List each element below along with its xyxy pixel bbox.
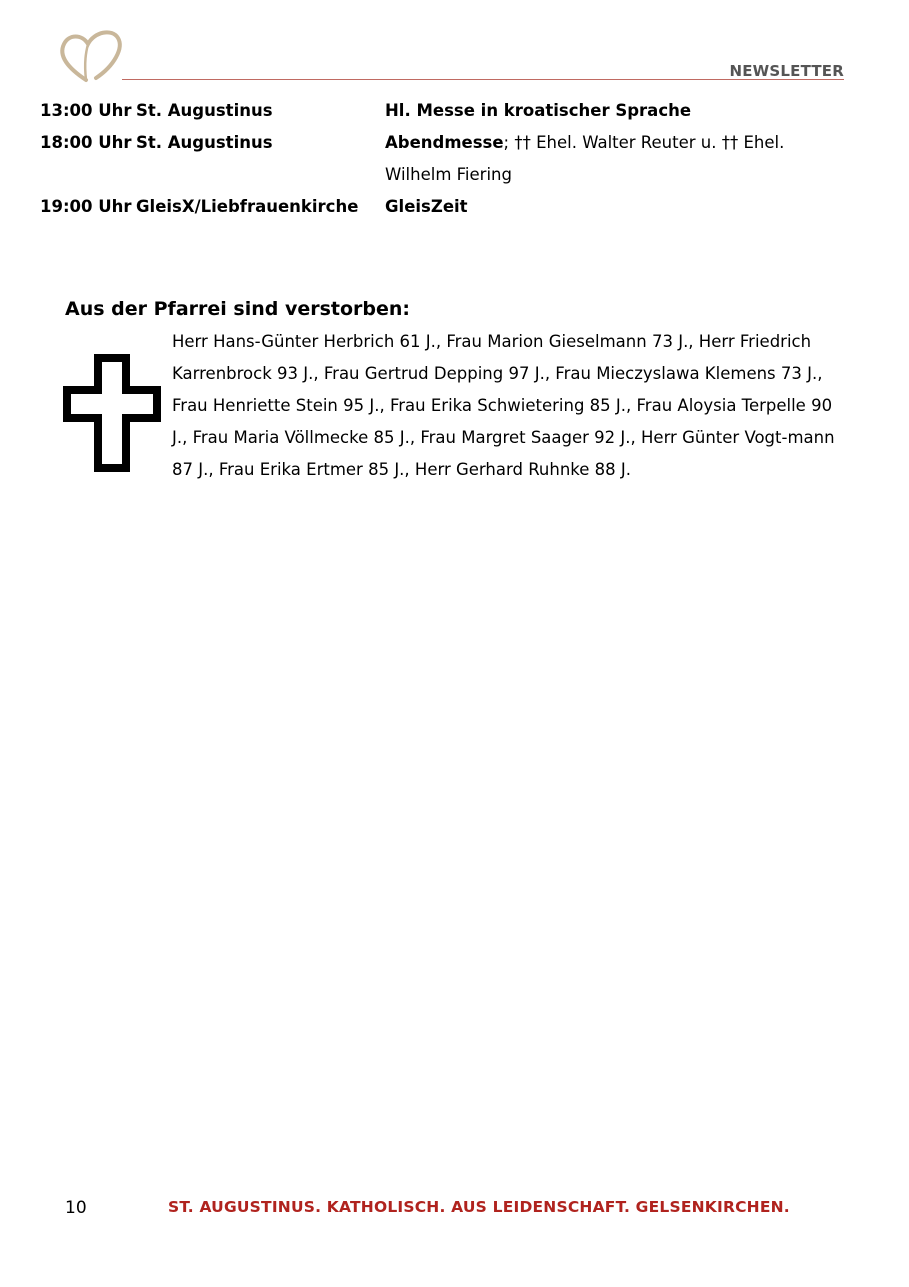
schedule-place: St. Augustinus	[136, 101, 273, 120]
service-schedule	[40, 95, 860, 223]
schedule-description	[385, 95, 855, 127]
schedule-time: 19:00 Uhr	[40, 197, 132, 216]
newsletter-label: NEWSLETTER	[729, 62, 844, 80]
deceased-list: Herr Hans-Günter Herbrich 61 J., Frau Marion Gieselmann 73 J., Herr Friedrich Karrenbrock 93 J., Frau Gertrud Depping 97 J., Frau Mieczyslawa Klemens 73 J., Frau Henriette Stein 95 J., Frau Erika Schwietering 85 J., Frau Aloysia Terpelle 90 J., Frau Maria Völlmecke 85 J., Frau Margret Saager 92 J., Herr Günter Vogt-mann 87 J., Frau Erika Ertmer 85 J., Herr Gerhard Ruhnke 88 J.	[172, 332, 835, 479]
schedule-description	[385, 127, 855, 191]
schedule-row	[40, 95, 860, 127]
schedule-time: 13:00 Uhr	[40, 101, 132, 120]
schedule-place: St. Augustinus	[136, 133, 273, 152]
schedule-title: Abendmesse	[385, 133, 504, 152]
page-number: 10	[65, 1198, 87, 1218]
deceased-heading: Aus der Pfarrei sind verstorben:	[65, 298, 411, 320]
schedule-place: GleisX/Liebfrauenkirche	[136, 197, 359, 216]
schedule-description	[385, 191, 855, 223]
heart-logo-icon	[56, 26, 128, 84]
schedule-note: ; †† Ehel. Walter Reuter u. †† Ehel. Wilhelm Fiering	[385, 133, 785, 184]
schedule-row	[40, 127, 860, 191]
schedule-row	[40, 191, 860, 223]
schedule-title: GleisZeit	[385, 197, 468, 216]
cross-icon	[63, 354, 161, 472]
footer-tagline: ST. AUGUSTINUS. KATHOLISCH. AUS LEIDENSCHAFT. GELSENKIRCHEN.	[168, 1198, 790, 1216]
schedule-title: Hl. Messe in kroatischer Sprache	[385, 101, 692, 120]
schedule-time: 18:00 Uhr	[40, 133, 132, 152]
